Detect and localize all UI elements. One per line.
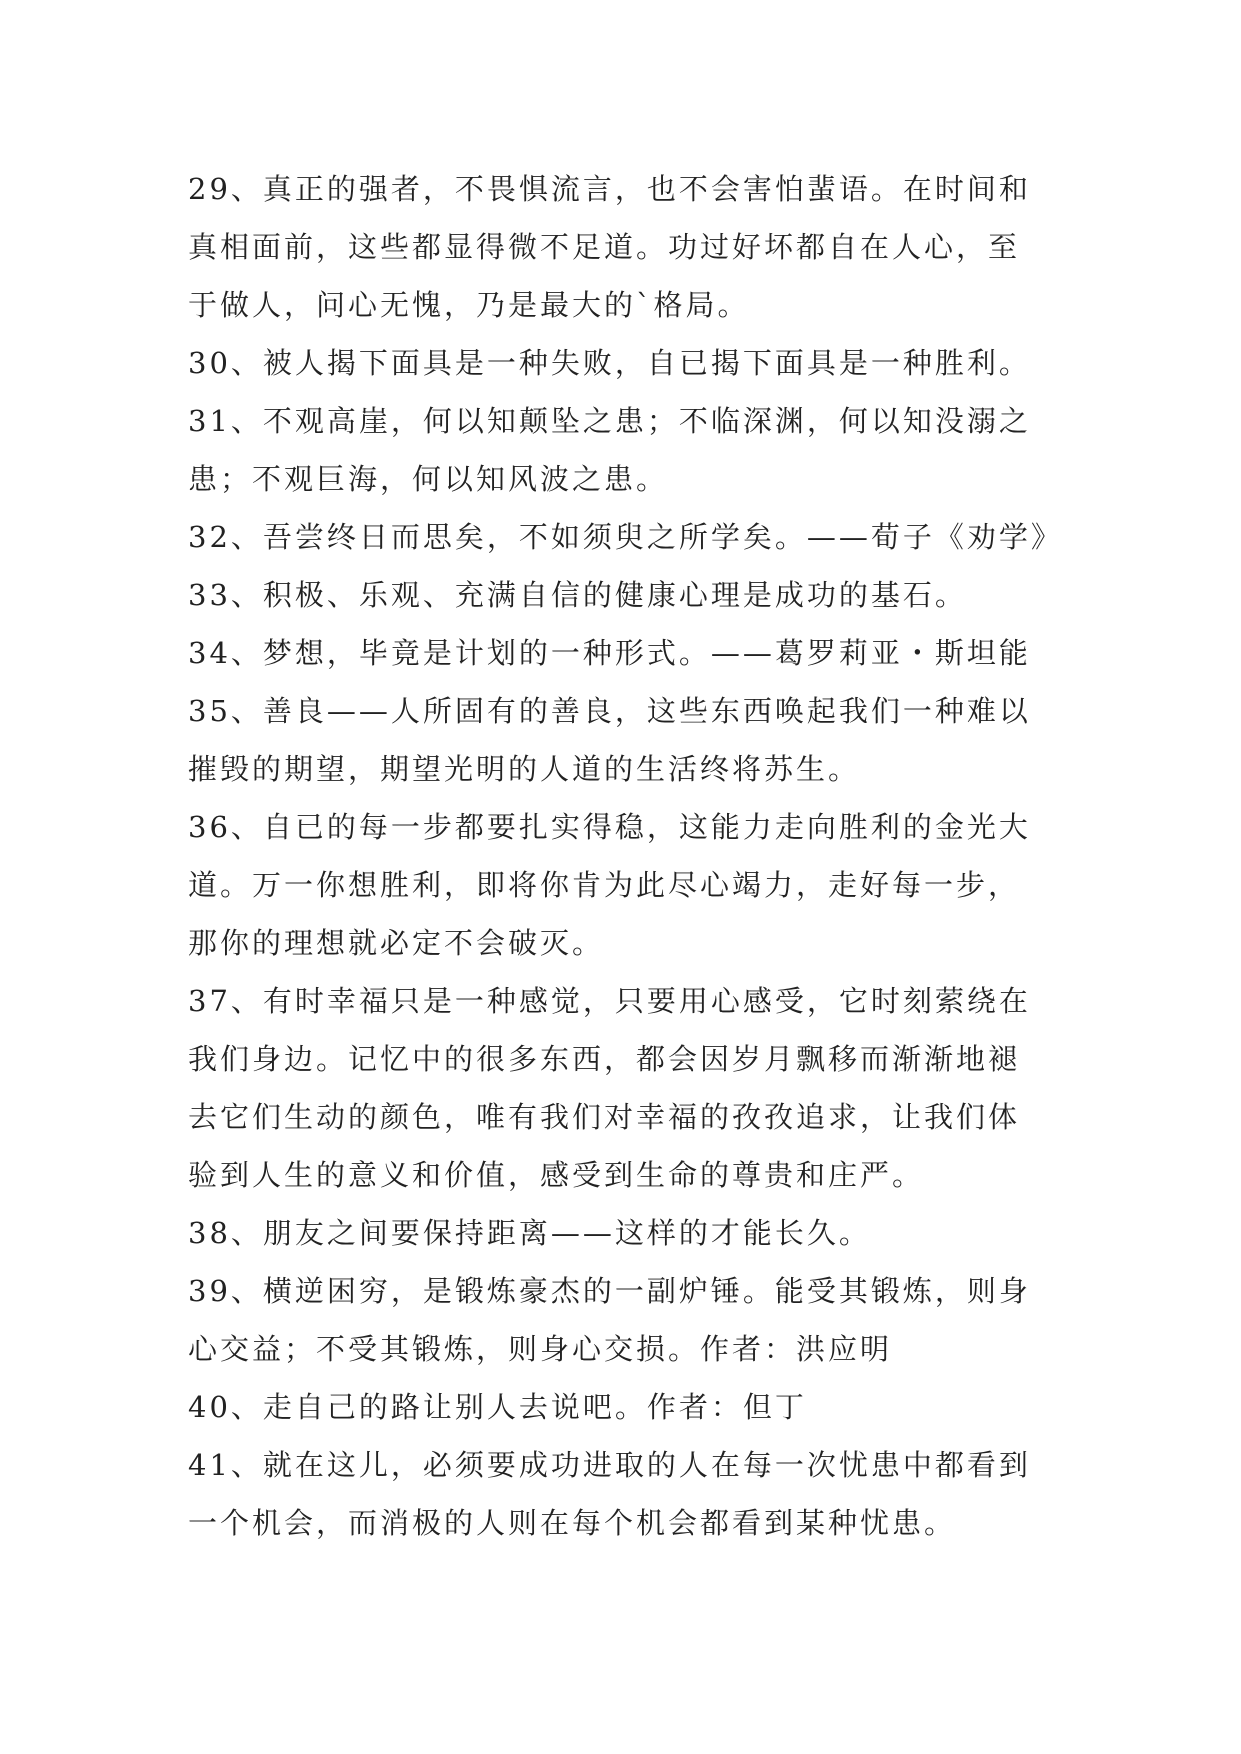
text-line: 34、梦想，毕竟是计划的一种形式。——葛罗莉亚・斯坦能 (188, 636, 1031, 670)
text-line: 35、善良——人所固有的善良，这些东西唤起我们一种难以 (188, 694, 1031, 728)
text-line: 32、吾尝终日而思矣，不如须臾之所学矣。——荀子《劝学》 (188, 520, 1063, 554)
text-line: 摧毁的期望，期望光明的人道的生活终将苏生。 (188, 752, 861, 786)
text-line: 验到人生的意义和价值，感受到生命的尊贵和庄严。 (188, 1158, 925, 1192)
text-line: 33、积极、乐观、充满自信的健康心理是成功的基石。 (188, 578, 967, 612)
document-body (188, 160, 1068, 1552)
text-line: 38、朋友之间要保持距离——这样的才能长久。 (188, 1216, 871, 1250)
text-line: 30、被人揭下面具是一种失败，自已揭下面具是一种胜利。 (188, 346, 1031, 380)
text-line: 36、自已的每一步都要扎实得稳，这能力走向胜利的金光大 (188, 810, 1031, 844)
text-line: 去它们生动的颜色，唯有我们对幸福的孜孜追求，让我们体 (188, 1100, 1021, 1134)
text-line: 患；不观巨海，何以知风波之患。 (188, 462, 669, 496)
text-line: 40、走自己的路让别人去说吧。作者：但丁 (188, 1390, 807, 1424)
text-line: 道。万一你想胜利，即将你肯为此尽心竭力，走好每一步， (188, 868, 1021, 902)
text-line: 我们身边。记忆中的很多东西，都会因岁月飘移而渐渐地褪 (188, 1042, 1021, 1076)
text-line: 那你的理想就必定不会破灭。 (188, 926, 605, 960)
text-line: 29、真正的强者，不畏惧流言，也不会害怕蜚语。在时间和 (188, 172, 1031, 206)
text-line: 39、横逆困穷，是锻炼豪杰的一副炉锤。能受其锻炼，则身 (188, 1274, 1031, 1308)
text-line: 41、就在这儿，必须要成功进取的人在每一次忧患中都看到 (188, 1448, 1031, 1482)
text-line: 心交益；不受其锻炼，则身心交损。作者：洪应明 (188, 1332, 893, 1366)
text-line: 37、有时幸福只是一种感觉，只要用心感受，它时刻萦绕在 (188, 984, 1031, 1018)
text-line: 31、不观高崖，何以知颠坠之患；不临深渊，何以知没溺之 (188, 404, 1031, 438)
text-line: 于做人，问心无愧，乃是最大的`格局。 (188, 288, 750, 322)
text-line: 真相面前，这些都显得微不足道。功过好坏都自在人心，至 (188, 230, 1021, 264)
text-line: 一个机会，而消极的人则在每个机会都看到某种忧患。 (188, 1506, 957, 1540)
